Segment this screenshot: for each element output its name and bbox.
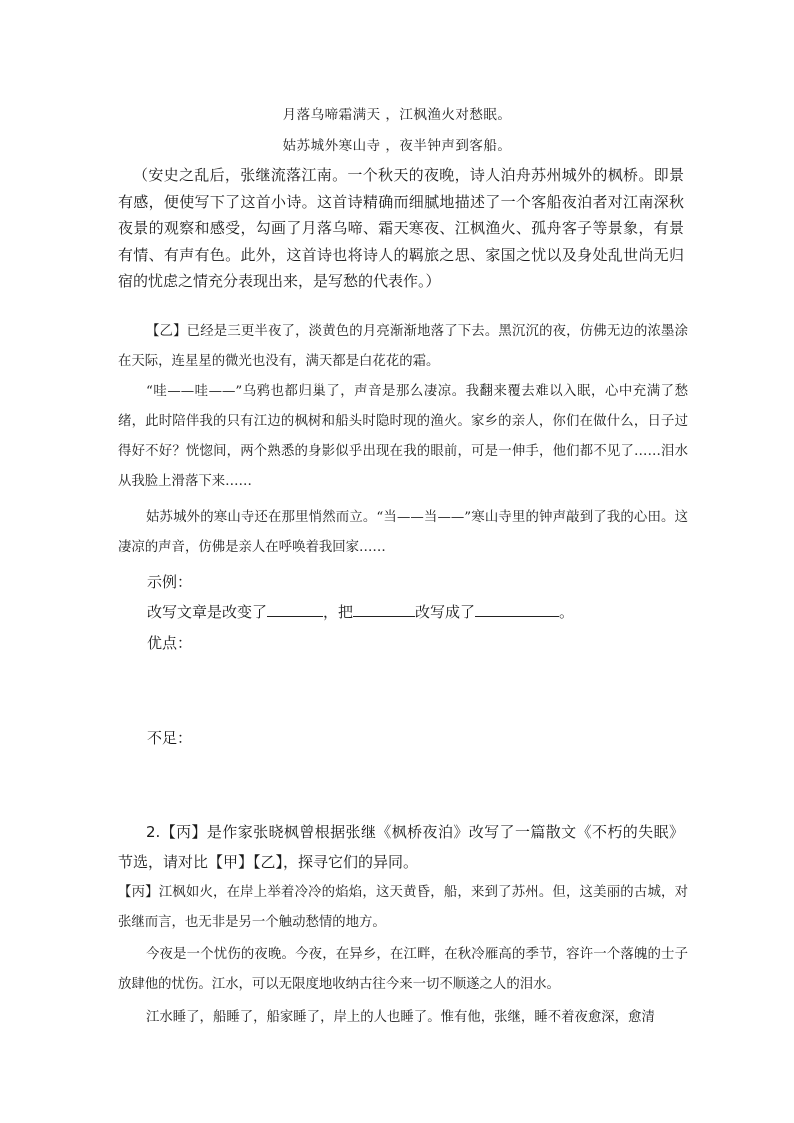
example-label: 示例： bbox=[147, 573, 193, 591]
question-2: 2.【丙】是作家张晓枫曾根据张继《枫桥夜泊》改写了一篇散文《不朽的失眠》节选，请对比【甲】【乙】，探寻它们的异同。 bbox=[118, 823, 684, 871]
example-text-2: ，把 bbox=[323, 603, 354, 621]
bing-paragraph-1: 【丙】江枫如火，在岸上举着冷冷的焰焰，这天黄昏，船，来到了苏州。但，这美丽的古城，对张继而言，也无非是另一个触动愁情的地方。 bbox=[118, 885, 688, 930]
example-sentence bbox=[147, 601, 574, 623]
yi-paragraph-2: “哇——哇——”乌鸦也都归巢了，声音是那么凄凉。我翻来覆去难以入眠，心中充满了愁绪，此时陪伴我的只有江边的枫树和船头时隐时现的渔火。家乡的亲人，你们在做什么，日子过得好不好？恍惚间，两个熟悉的身影似乎出现在我的眼前，可是一伸手，他们都不见了……泪水从我脸上滑落下来…… bbox=[118, 384, 688, 489]
example-text-4: 。 bbox=[559, 603, 575, 621]
example-text-3: 改写成了 bbox=[415, 603, 476, 621]
answer-blank-2[interactable] bbox=[353, 602, 415, 617]
poem-line-2: 姑苏城外寒山寺 ，夜半钟声到客船。 bbox=[282, 138, 512, 154]
yi-paragraph-3: 姑苏城外的寒山寺还在那里悄然而立。“当——当——”寒山寺里的钟声敲到了我的心田。这凄凉的声音，仿佛是亲人在呼唤着我回家…… bbox=[118, 510, 688, 555]
yi-paragraph-1: 【乙】已经是三更半夜了，淡黄色的月亮渐渐地落了下去。黑沉沉的夜，仿佛无边的浓墨涂在天际，连星星的微光也没有，满天都是白花花的霜。 bbox=[118, 324, 688, 369]
answer-blank-3[interactable] bbox=[475, 602, 559, 617]
poem-line-1: 月落乌啼霜满天 ，江枫渔火对愁眠。 bbox=[282, 107, 512, 123]
example-text-1: 改写文章是改变了 bbox=[147, 603, 268, 621]
bing-paragraph-3: 江水睡了，船睡了，船家睡了，岸上的人也睡了。惟有他，张继，睡不着夜愈深，愈清 bbox=[146, 1010, 655, 1025]
merit-label: 优点： bbox=[147, 634, 193, 652]
background-note: （安史之乱后，张继流落江南。一个秋天的夜晚，诗人泊舟苏州城外的枫桥。即景有感，便使写下了这首小诗。这首诗精确而细腻地描述了一个客船夜泊者对江南深秋夜景的观察和感受，勾画了月落乌啼、霜天寒夜、江枫渔火、孤舟客子等景象，有景有情、有声有色。此外，这首诗也将诗人的羁旅之思、家国之忧以及身处乱世尚无归宿的忧虑之情充分表现出来，是写愁的代表作。） bbox=[118, 166, 684, 290]
bing-paragraph-2: 今夜是一个忧伤的夜晚。今夜，在异乡，在江畔，在秋冷雁高的季节，容许一个落魄的士子放肆他的忧伤。江水，可以无限度地收纳古往今来一切不顺遂之人的泪水。 bbox=[118, 947, 688, 992]
answer-blank-1[interactable] bbox=[267, 602, 323, 617]
shortcoming-label: 不足： bbox=[147, 729, 193, 747]
